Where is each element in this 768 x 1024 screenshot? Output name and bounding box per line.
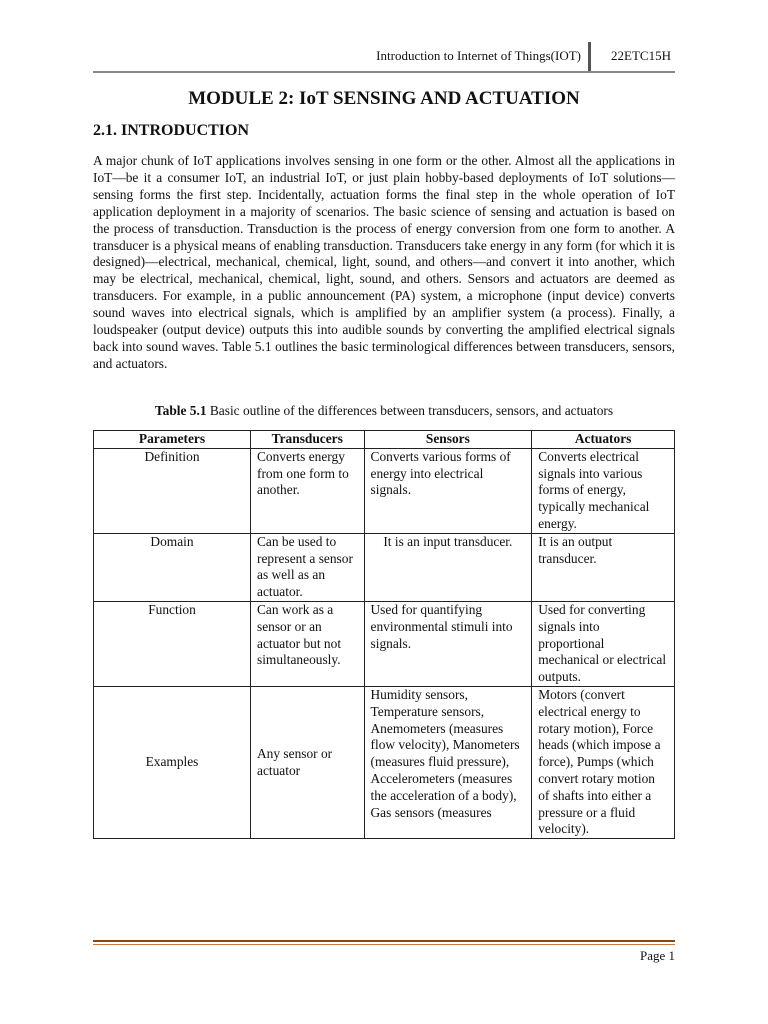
transducers-cell: Can work as a sensor or an actuator but not simultaneously. xyxy=(251,601,365,686)
sensors-cell: Converts various forms of energy into electrical signals. xyxy=(364,448,532,533)
transducers-cell: Converts energy from one form to another. xyxy=(251,448,365,533)
page-number: Page 1 xyxy=(639,948,675,963)
transducers-cell: Can be used to represent a sensor as well as an actuator. xyxy=(251,533,365,601)
table-row xyxy=(94,448,675,533)
transducers-cell: Any sensor or actuator xyxy=(251,686,365,838)
actuators-cell: Converts electrical signals into various forms of energy, typically mechanical energy. xyxy=(532,448,675,533)
table-caption-label: Table 5.1 xyxy=(154,403,207,418)
table-header-row xyxy=(94,431,675,449)
table-caption-text: Basic outline of the differences between transducers, sensors, and actuators xyxy=(206,403,614,418)
table-caption xyxy=(0,403,768,419)
param-cell: Definition xyxy=(94,448,251,533)
header-transducers: Transducers xyxy=(251,431,365,449)
sensors-cell: Used for quantifying environmental stimuli into signals. xyxy=(364,601,532,686)
sensors-cell: It is an input transducer. xyxy=(364,533,532,601)
actuators-cell: Motors (convert electrical energy to rotary motion), Force heads (which impose a force), Pumps (which convert rotary motion of shafts into either a pressure or a fluid velocity). xyxy=(532,686,675,838)
actuators-cell: Used for converting signals into proportional mechanical or electrical outputs. xyxy=(532,601,675,686)
comparison-table xyxy=(93,430,675,839)
header-rule xyxy=(93,71,675,73)
table-row xyxy=(94,686,675,838)
actuators-cell: It is an output transducer. xyxy=(532,533,675,601)
table-row xyxy=(94,533,675,601)
course-code: 22ETC15H xyxy=(611,48,671,63)
header-separator xyxy=(588,42,591,72)
param-cell: Domain xyxy=(94,533,251,601)
table-row xyxy=(94,601,675,686)
param-cell: Examples xyxy=(94,686,251,838)
intro-paragraph: A major chunk of IoT applications involves sensing in one form or the other. Almost all the applications in IoT—be it a consumer IoT, an industrial IoT, or just plain hobby-based deployments of IoT solutions—sensing forms the first step. Incidentally, actuation forms the final step in the whole operation of IoT application deployment in a majority of scenarios. The basic science of sensing and actuation is based on the process of transduction. Transduction is the process of energy conversion from one form to another. A transducer is a physical means of enabling transduction. Transducers take energy in any form (for which it is designed)—electrical, mechanical, chemical, light, sound, and others—and convert it into another, which may be electrical, mechanical, chemical, light, sound, and others. Sensors and actuators are deemed as transducers. For example, in a public announcement (PA) system, a microphone (input device) converts sound waves into electrical signals, which is amplified by an amplifier system (a process). Finally, a loudspeaker (output device) outputs this into audible sounds by converting the amplified electrical signals back into sound waves. Table 5.1 outlines the basic terminological differences between transducers, sensors, and actuators. xyxy=(93,153,675,371)
page-header xyxy=(93,42,675,70)
section-heading: 2.1. INTRODUCTION xyxy=(93,122,250,139)
header-actuators: Actuators xyxy=(532,431,675,449)
header-title: Introduction to Internet of Things(IOT) xyxy=(376,48,581,63)
footer-rule xyxy=(93,940,675,942)
header-parameters: Parameters xyxy=(94,431,251,449)
module-title: MODULE 2: IoT SENSING AND ACTUATION xyxy=(188,88,580,109)
header-sensors: Sensors xyxy=(364,431,532,449)
param-cell: Function xyxy=(94,601,251,686)
sensors-cell: Humidity sensors, Temperature sensors, Anemometers (measures flow velocity), Manometers (measures fluid pressure), Accelerometers (measures the acceleration of a body), Gas sensors (measures xyxy=(364,686,532,838)
footer-rule-thin xyxy=(93,944,675,945)
